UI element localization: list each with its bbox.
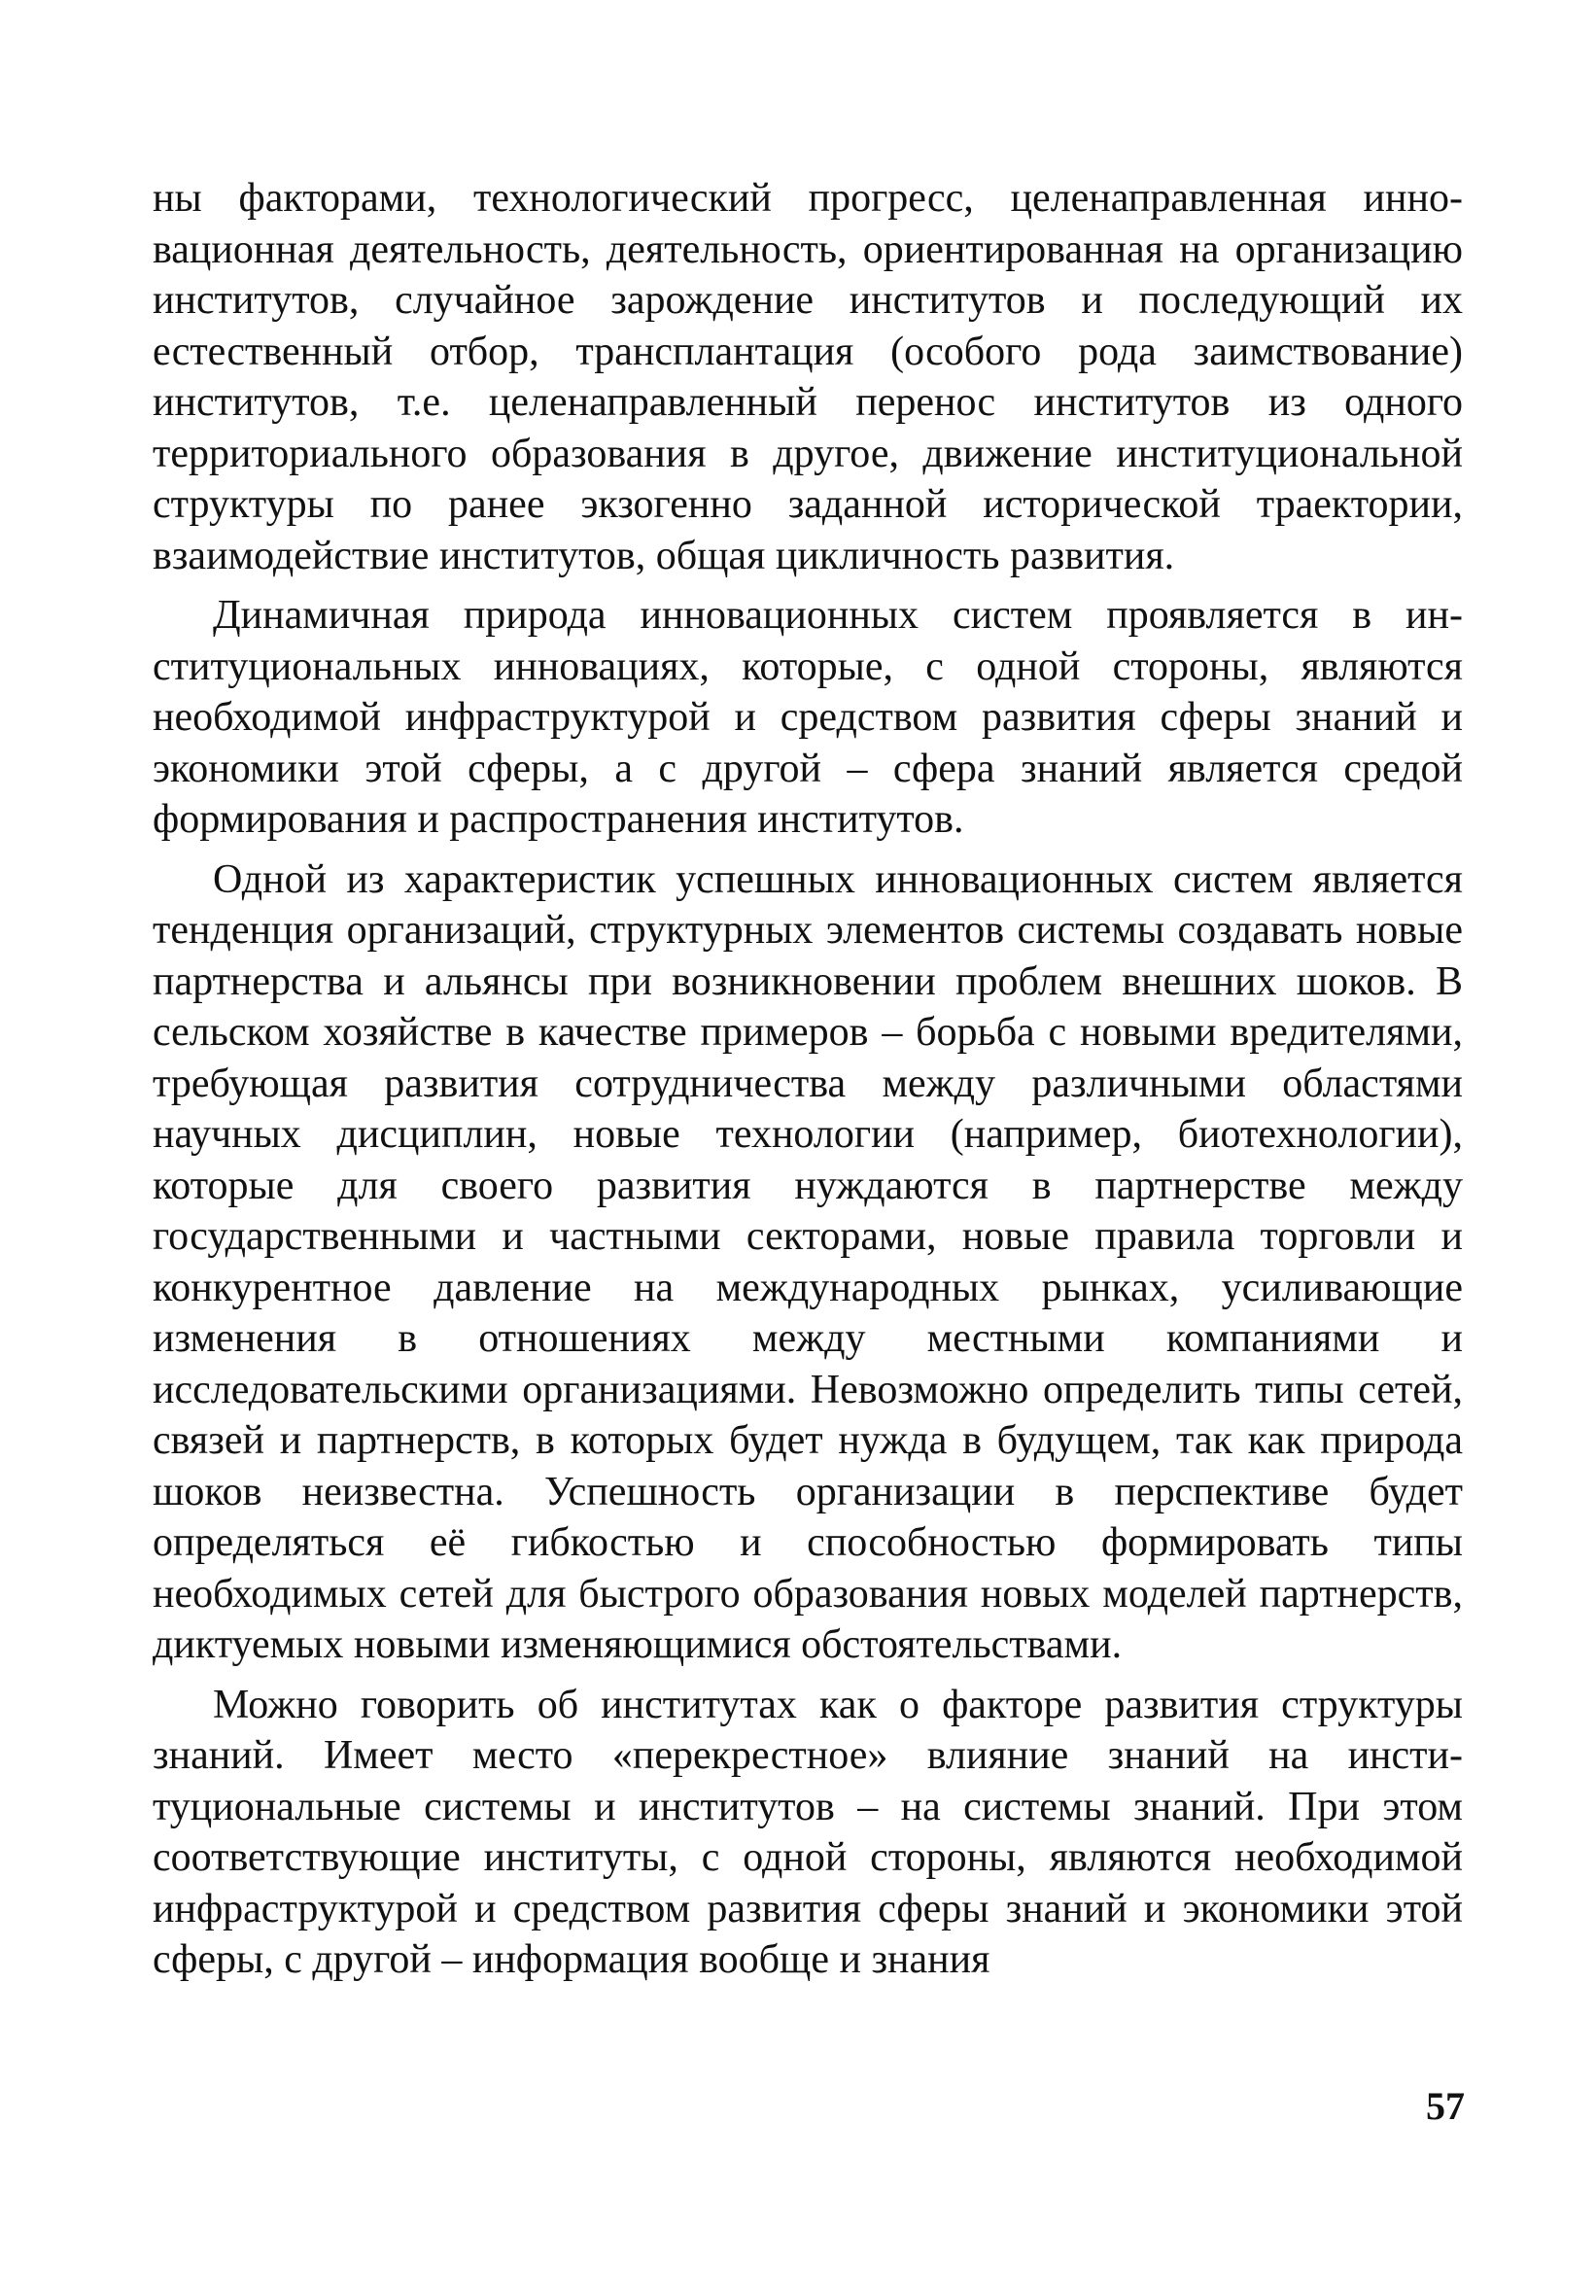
paragraph-2: Динамичная природа инновационных систем проявляется в институциональных инновациях, которые, с одной стороны, являются необходимой инфраструктурой и средством развития сферы знаний и экономики этой сферы, а с другой – сфера знаний является средой формирования и распространения институтов.	[153, 593, 1463, 842]
paragraph-4: Можно говорить об институтах как о факторе развития структуры знаний. Имеет место «перекрестное» влияние знаний на институциональные системы и институтов – на системы знаний. При этом соответствующие институты, с одной стороны, являются необходимой инфраструктурой и средством развития сферы знаний и экономики этой сферы, с другой – информация вообще и знания	[153, 1682, 1463, 1982]
paragraph-1: ны факторами, технологический прогресс, целенаправленная инновационная деятельность, деятельность, ориентированная на организацию институтов, случайное зарождение институтов и последующий их естественный отбор, трансплантация (особого рода заимствование) институтов, т.е. целенаправленный перенос институтов из одного территориального образования в другое, движение институциональной структуры по ранее экзогенно заданной исторической траектории, взаимодействие институтов, общая цикличность развития.	[153, 176, 1463, 578]
page-number: 57	[1426, 2084, 1465, 2128]
paragraph-3: Одной из характеристик успешных инновационных систем является тенденция организаций, структурных элементов системы создавать новые партнерства и альянсы при возникновении проблем внешних шоков. В сельском хозяйстве в качестве примеров – борьба с новыми вредителями, требующая развития сотрудничества между различными областями научных дисциплин, новые технологии (например, биотехнологии), которые для своего развития нуждаются в партнерстве между государственными и частными секторами, новые правила торговли и конкурентное давление на международных рынках, усиливающие изменения в отношениях между местными компаниями и исследовательскими организациями. Невозможно определить типы сетей, связей и партнерств, в которых будет нужда в будущем, так как природа шоков неизвестна. Успешность организации в перспективе будет определяться её гибкостью и способностью формировать типы необходимых сетей для быстрого образования новых моделей партнерств, диктуемых новыми изменяющимися обстоятельствами.	[153, 856, 1463, 1667]
body-text	[153, 173, 1463, 1995]
